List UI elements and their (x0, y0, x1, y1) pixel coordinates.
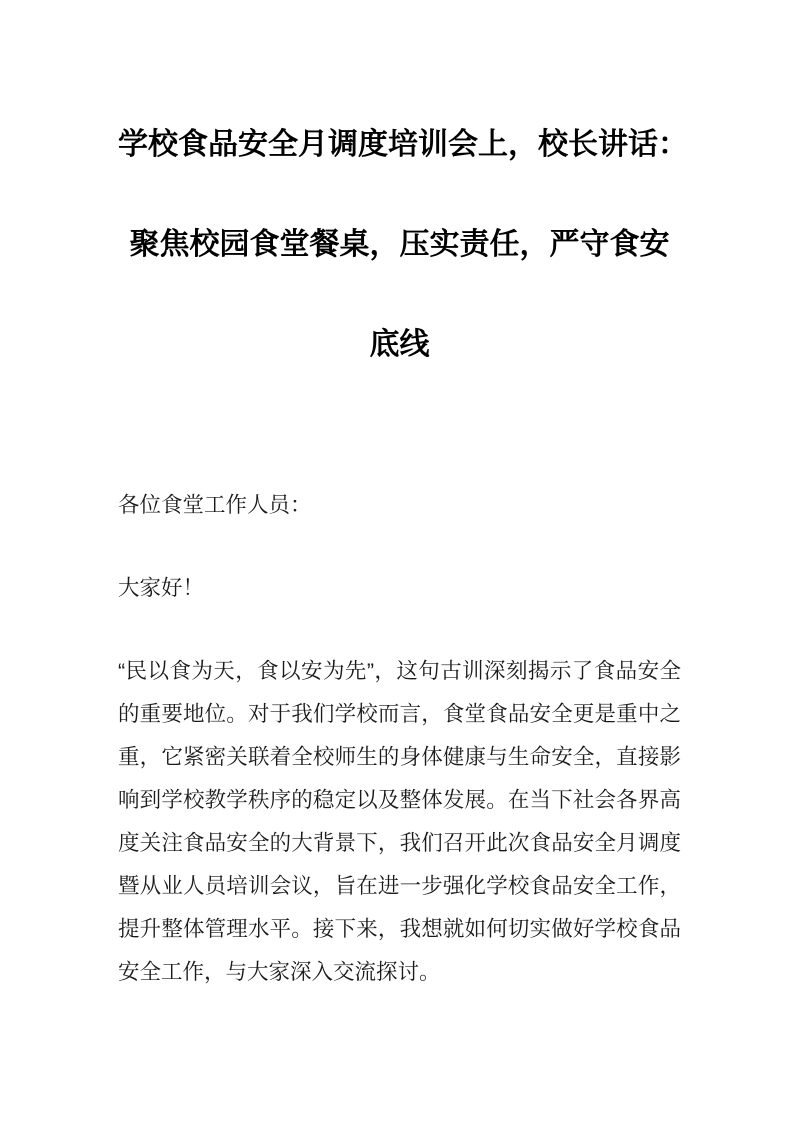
salutation-paragraph: 各位食堂工作人员： (118, 493, 312, 517)
title-line-2: 聚焦校园食堂餐桌，压实责任，严守食安 (129, 228, 670, 261)
greeting-paragraph: 大家好！ (118, 576, 205, 600)
body-paragraph: “民以食为天，食以安为先”，这句古训深刻揭示了食品安全的重要地位。对于我们学校而言，食堂食品安全更是重中之重，它紧密关联着全校师生的身体健康与生命安全，直接影响到学校教学秩序的稳定以及整体发展。在当下社会各界高度关注食品安全的大背景下，我们召开此次食品安全月调度暨从业人员培训会议，旨在进一步强化学校食品安全工作，提升整体管理水平。接下来，我想就如何切实做好学校食品安全工作，与大家深入交流探讨。 (118, 659, 681, 984)
title-line-3: 底线 (369, 328, 430, 361)
title-line-1: 学校食品安全月调度培训会上，校长讲话： (118, 128, 688, 161)
document-title (118, 95, 688, 395)
